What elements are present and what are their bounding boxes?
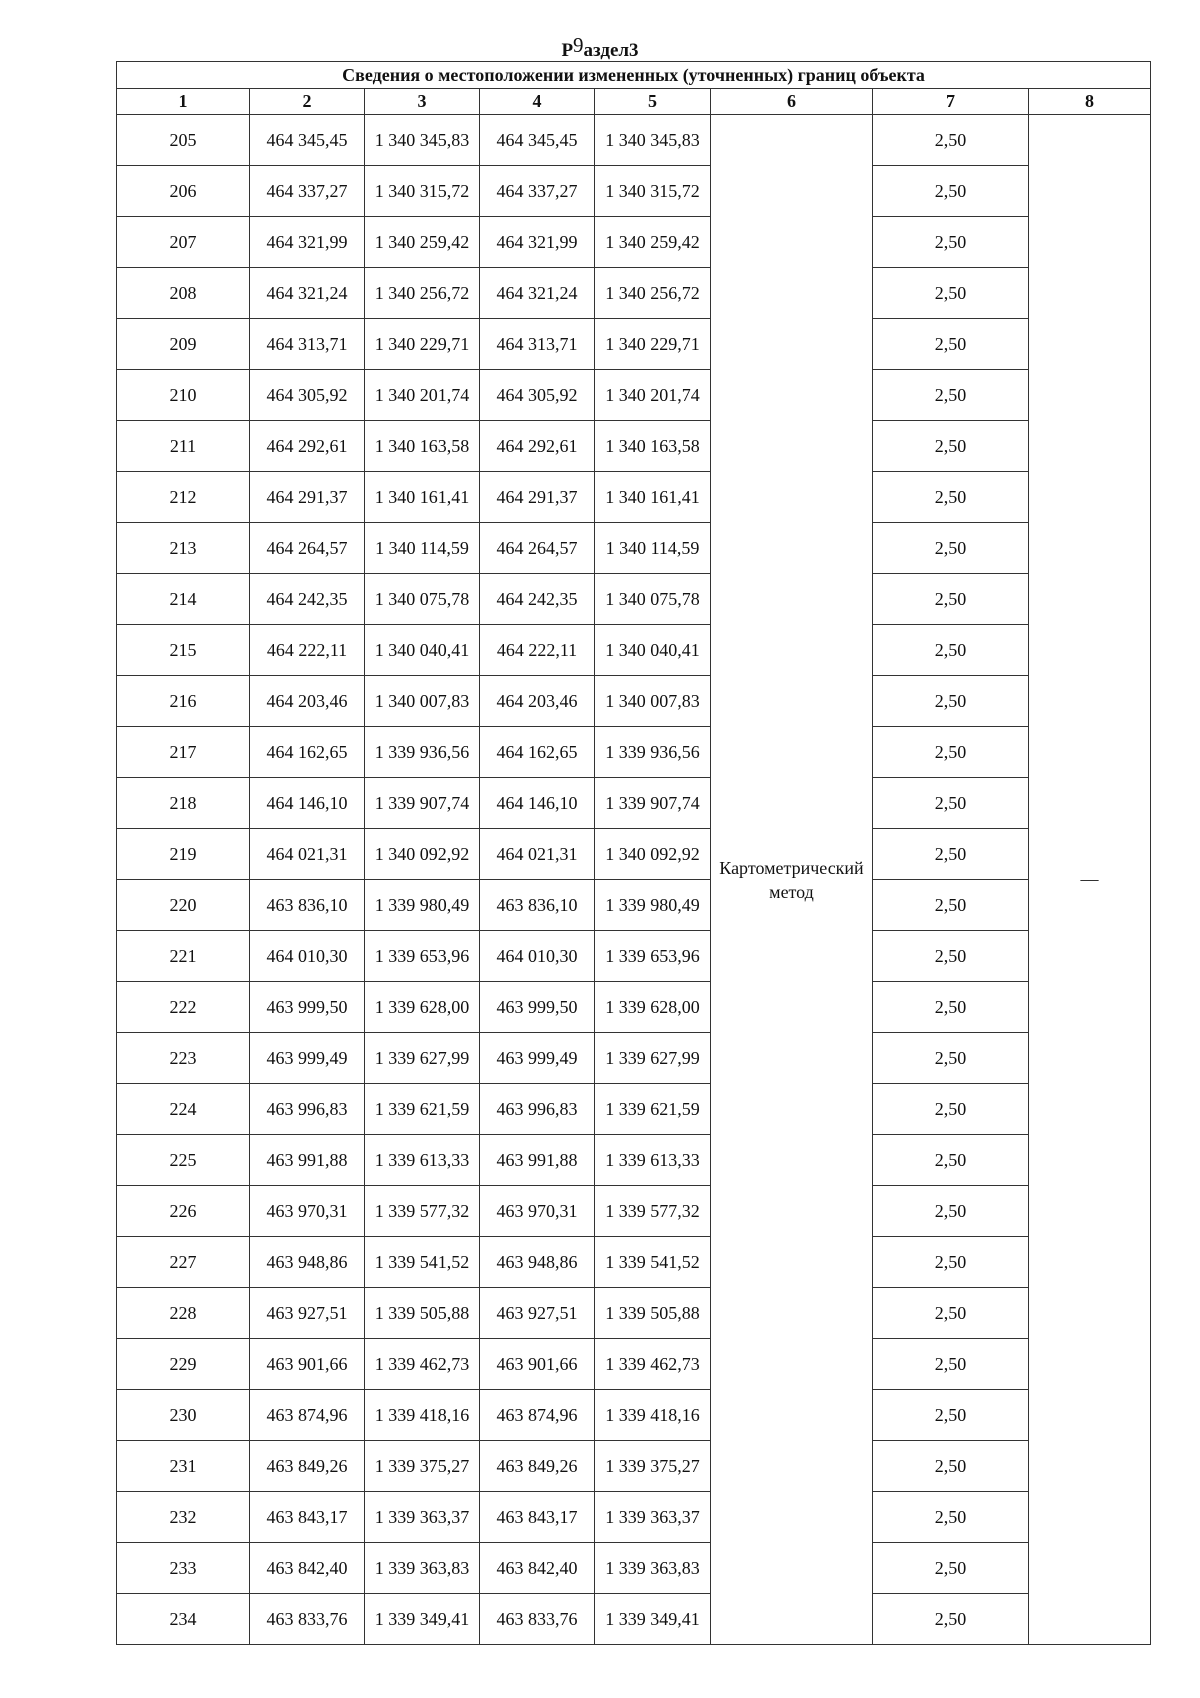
section-heading (0, 33, 1200, 62)
x-new-cell: 463 999,50 (480, 982, 595, 1033)
x-new-cell: 464 146,10 (480, 778, 595, 829)
accuracy-cell: 2,50 (873, 472, 1029, 523)
x-new-cell: 463 901,66 (480, 1339, 595, 1390)
x-existing-cell: 463 843,17 (250, 1492, 365, 1543)
point-number-cell: 219 (117, 829, 250, 880)
y-existing-cell: 1 339 363,37 (365, 1492, 480, 1543)
table-row (117, 574, 1151, 625)
y-new-cell: 1 339 363,83 (595, 1543, 711, 1594)
y-existing-cell: 1 339 936,56 (365, 727, 480, 778)
column-number-5: 5 (595, 89, 711, 115)
point-number-cell: 227 (117, 1237, 250, 1288)
y-new-cell: 1 339 541,52 (595, 1237, 711, 1288)
accuracy-cell: 2,50 (873, 1390, 1029, 1441)
table-row (117, 829, 1151, 880)
point-number-cell: 208 (117, 268, 250, 319)
x-existing-cell: 464 010,30 (250, 931, 365, 982)
x-existing-cell: 464 264,57 (250, 523, 365, 574)
boundary-coordinates-table (116, 61, 1151, 1645)
point-number-cell: 234 (117, 1594, 250, 1645)
point-number-cell: 228 (117, 1288, 250, 1339)
point-number-cell: 218 (117, 778, 250, 829)
y-existing-cell: 1 340 201,74 (365, 370, 480, 421)
x-existing-cell: 464 162,65 (250, 727, 365, 778)
point-number-cell: 215 (117, 625, 250, 676)
y-new-cell: 1 340 075,78 (595, 574, 711, 625)
x-existing-cell: 464 313,71 (250, 319, 365, 370)
x-existing-cell: 464 021,31 (250, 829, 365, 880)
table-row (117, 217, 1151, 268)
table-row (117, 1441, 1151, 1492)
table-row (117, 268, 1151, 319)
y-existing-cell: 1 340 075,78 (365, 574, 480, 625)
accuracy-cell: 2,50 (873, 625, 1029, 676)
point-number-cell: 206 (117, 166, 250, 217)
x-existing-cell: 463 833,76 (250, 1594, 365, 1645)
table-row (117, 778, 1151, 829)
x-existing-cell: 463 948,86 (250, 1237, 365, 1288)
y-new-cell: 1 339 375,27 (595, 1441, 711, 1492)
point-number-cell: 207 (117, 217, 250, 268)
y-existing-cell: 1 340 315,72 (365, 166, 480, 217)
point-number-cell: 233 (117, 1543, 250, 1594)
accuracy-cell: 2,50 (873, 931, 1029, 982)
y-new-cell: 1 340 345,83 (595, 115, 711, 166)
accuracy-cell: 2,50 (873, 1543, 1029, 1594)
table-row (117, 880, 1151, 931)
point-number-cell: 226 (117, 1186, 250, 1237)
point-number-cell: 205 (117, 115, 250, 166)
y-existing-cell: 1 339 349,41 (365, 1594, 480, 1645)
x-new-cell: 464 305,92 (480, 370, 595, 421)
method-cell: Картометрический метод (711, 115, 873, 1645)
y-existing-cell: 1 339 653,96 (365, 931, 480, 982)
x-existing-cell: 463 999,49 (250, 1033, 365, 1084)
y-new-cell: 1 340 201,74 (595, 370, 711, 421)
accuracy-cell: 2,50 (873, 217, 1029, 268)
x-existing-cell: 463 901,66 (250, 1339, 365, 1390)
accuracy-cell: 2,50 (873, 829, 1029, 880)
table-row (117, 1492, 1151, 1543)
accuracy-cell: 2,50 (873, 268, 1029, 319)
y-existing-cell: 1 340 092,92 (365, 829, 480, 880)
x-new-cell: 464 337,27 (480, 166, 595, 217)
table-row (117, 727, 1151, 778)
y-existing-cell: 1 339 375,27 (365, 1441, 480, 1492)
y-existing-cell: 1 339 621,59 (365, 1084, 480, 1135)
x-existing-cell: 464 242,35 (250, 574, 365, 625)
x-new-cell: 464 222,11 (480, 625, 595, 676)
accuracy-cell: 2,50 (873, 115, 1029, 166)
point-number-cell: 209 (117, 319, 250, 370)
table-row (117, 1288, 1151, 1339)
x-new-cell: 463 948,86 (480, 1237, 595, 1288)
y-new-cell: 1 340 315,72 (595, 166, 711, 217)
point-number-cell: 212 (117, 472, 250, 523)
y-existing-cell: 1 340 114,59 (365, 523, 480, 574)
x-existing-cell: 463 874,96 (250, 1390, 365, 1441)
accuracy-cell: 2,50 (873, 1288, 1029, 1339)
y-existing-cell: 1 339 541,52 (365, 1237, 480, 1288)
y-existing-cell: 1 340 007,83 (365, 676, 480, 727)
x-new-cell: 463 842,40 (480, 1543, 595, 1594)
accuracy-cell: 2,50 (873, 421, 1029, 472)
y-existing-cell: 1 340 259,42 (365, 217, 480, 268)
table-row (117, 166, 1151, 217)
y-new-cell: 1 339 613,33 (595, 1135, 711, 1186)
x-new-cell: 464 292,61 (480, 421, 595, 472)
column-number-8: 8 (1029, 89, 1151, 115)
x-new-cell: 463 849,26 (480, 1441, 595, 1492)
y-existing-cell: 1 339 577,32 (365, 1186, 480, 1237)
y-new-cell: 1 340 161,41 (595, 472, 711, 523)
point-number-cell: 220 (117, 880, 250, 931)
x-existing-cell: 464 345,45 (250, 115, 365, 166)
accuracy-cell: 2,50 (873, 676, 1029, 727)
accuracy-cell: 2,50 (873, 880, 1029, 931)
x-existing-cell: 463 842,40 (250, 1543, 365, 1594)
x-new-cell: 463 843,17 (480, 1492, 595, 1543)
x-new-cell: 464 021,31 (480, 829, 595, 880)
table-row (117, 931, 1151, 982)
accuracy-cell: 2,50 (873, 727, 1029, 778)
point-number-cell: 225 (117, 1135, 250, 1186)
accuracy-cell: 2,50 (873, 778, 1029, 829)
x-existing-cell: 463 836,10 (250, 880, 365, 931)
x-existing-cell: 463 927,51 (250, 1288, 365, 1339)
x-new-cell: 463 991,88 (480, 1135, 595, 1186)
x-existing-cell: 464 292,61 (250, 421, 365, 472)
column-number-1: 1 (117, 89, 250, 115)
x-existing-cell: 463 999,50 (250, 982, 365, 1033)
y-existing-cell: 1 340 345,83 (365, 115, 480, 166)
y-existing-cell: 1 340 161,41 (365, 472, 480, 523)
point-number-cell: 214 (117, 574, 250, 625)
y-new-cell: 1 340 163,58 (595, 421, 711, 472)
x-existing-cell: 464 146,10 (250, 778, 365, 829)
x-new-cell: 463 874,96 (480, 1390, 595, 1441)
y-new-cell: 1 340 092,92 (595, 829, 711, 880)
column-8-cell: — (1029, 115, 1151, 1645)
heading-suffix: аздел3 (583, 40, 639, 61)
accuracy-cell: 2,50 (873, 319, 1029, 370)
point-number-cell: 221 (117, 931, 250, 982)
x-new-cell: 464 264,57 (480, 523, 595, 574)
table-row (117, 1543, 1151, 1594)
x-existing-cell: 464 321,99 (250, 217, 365, 268)
table-row (117, 319, 1151, 370)
x-new-cell: 463 833,76 (480, 1594, 595, 1645)
y-new-cell: 1 339 936,56 (595, 727, 711, 778)
x-existing-cell: 464 291,37 (250, 472, 365, 523)
table-row (117, 1594, 1151, 1645)
accuracy-cell: 2,50 (873, 982, 1029, 1033)
y-new-cell: 1 339 418,16 (595, 1390, 711, 1441)
y-new-cell: 1 339 577,32 (595, 1186, 711, 1237)
x-new-cell: 463 970,31 (480, 1186, 595, 1237)
point-number-cell: 229 (117, 1339, 250, 1390)
y-existing-cell: 1 339 627,99 (365, 1033, 480, 1084)
point-number-cell: 222 (117, 982, 250, 1033)
accuracy-cell: 2,50 (873, 1084, 1029, 1135)
table-row (117, 1186, 1151, 1237)
point-number-cell: 213 (117, 523, 250, 574)
y-existing-cell: 1 340 229,71 (365, 319, 480, 370)
y-new-cell: 1 339 980,49 (595, 880, 711, 931)
table-row (117, 1135, 1151, 1186)
y-new-cell: 1 340 007,83 (595, 676, 711, 727)
y-new-cell: 1 340 256,72 (595, 268, 711, 319)
table-row (117, 1339, 1151, 1390)
y-existing-cell: 1 340 163,58 (365, 421, 480, 472)
table-row (117, 1390, 1151, 1441)
y-existing-cell: 1 339 628,00 (365, 982, 480, 1033)
heading-prefix: Р (561, 40, 574, 61)
accuracy-cell: 2,50 (873, 1441, 1029, 1492)
x-existing-cell: 464 321,24 (250, 268, 365, 319)
y-new-cell: 1 339 462,73 (595, 1339, 711, 1390)
point-number-cell: 223 (117, 1033, 250, 1084)
accuracy-cell: 2,50 (873, 166, 1029, 217)
y-existing-cell: 1 339 462,73 (365, 1339, 480, 1390)
table-row (117, 370, 1151, 421)
point-number-cell: 217 (117, 727, 250, 778)
table-row (117, 1084, 1151, 1135)
y-new-cell: 1 339 349,41 (595, 1594, 711, 1645)
point-number-cell: 230 (117, 1390, 250, 1441)
y-new-cell: 1 339 505,88 (595, 1288, 711, 1339)
y-new-cell: 1 339 621,59 (595, 1084, 711, 1135)
column-number-4: 4 (480, 89, 595, 115)
x-new-cell: 463 927,51 (480, 1288, 595, 1339)
y-new-cell: 1 340 259,42 (595, 217, 711, 268)
y-existing-cell: 1 339 613,33 (365, 1135, 480, 1186)
accuracy-cell: 2,50 (873, 370, 1029, 421)
table-row (117, 676, 1151, 727)
x-existing-cell: 463 991,88 (250, 1135, 365, 1186)
accuracy-cell: 2,50 (873, 1186, 1029, 1237)
accuracy-cell: 2,50 (873, 1339, 1029, 1390)
accuracy-cell: 2,50 (873, 1492, 1029, 1543)
point-number-cell: 216 (117, 676, 250, 727)
accuracy-cell: 2,50 (873, 1594, 1029, 1645)
accuracy-cell: 2,50 (873, 1033, 1029, 1084)
table-row (117, 982, 1151, 1033)
x-existing-cell: 464 203,46 (250, 676, 365, 727)
y-new-cell: 1 340 229,71 (595, 319, 711, 370)
x-new-cell: 464 162,65 (480, 727, 595, 778)
heading-superscript: 9 (573, 33, 584, 57)
x-existing-cell: 464 222,11 (250, 625, 365, 676)
table-title: Сведения о местоположении измененных (уточненных) границ объекта (117, 62, 1151, 89)
y-new-cell: 1 339 363,37 (595, 1492, 711, 1543)
x-new-cell: 463 999,49 (480, 1033, 595, 1084)
point-number-cell: 224 (117, 1084, 250, 1135)
table-title-row (117, 62, 1151, 89)
accuracy-cell: 2,50 (873, 574, 1029, 625)
x-new-cell: 464 345,45 (480, 115, 595, 166)
x-existing-cell: 463 970,31 (250, 1186, 365, 1237)
accuracy-cell: 2,50 (873, 1135, 1029, 1186)
column-number-7: 7 (873, 89, 1029, 115)
x-existing-cell: 463 849,26 (250, 1441, 365, 1492)
accuracy-cell: 2,50 (873, 1237, 1029, 1288)
x-new-cell: 463 836,10 (480, 880, 595, 931)
y-existing-cell: 1 339 418,16 (365, 1390, 480, 1441)
x-new-cell: 464 010,30 (480, 931, 595, 982)
table-row (117, 472, 1151, 523)
y-existing-cell: 1 339 980,49 (365, 880, 480, 931)
x-new-cell: 464 313,71 (480, 319, 595, 370)
x-new-cell: 464 291,37 (480, 472, 595, 523)
table-row (117, 1237, 1151, 1288)
table-row (117, 421, 1151, 472)
table-row (117, 625, 1151, 676)
y-new-cell: 1 339 653,96 (595, 931, 711, 982)
y-existing-cell: 1 340 256,72 (365, 268, 480, 319)
x-new-cell: 464 203,46 (480, 676, 595, 727)
y-new-cell: 1 339 907,74 (595, 778, 711, 829)
table-row (117, 1033, 1151, 1084)
y-new-cell: 1 340 040,41 (595, 625, 711, 676)
y-new-cell: 1 339 627,99 (595, 1033, 711, 1084)
y-existing-cell: 1 339 505,88 (365, 1288, 480, 1339)
column-number-2: 2 (250, 89, 365, 115)
table-row (117, 115, 1151, 166)
x-existing-cell: 463 996,83 (250, 1084, 365, 1135)
point-number-cell: 231 (117, 1441, 250, 1492)
column-number-3: 3 (365, 89, 480, 115)
x-new-cell: 464 242,35 (480, 574, 595, 625)
x-new-cell: 464 321,24 (480, 268, 595, 319)
y-existing-cell: 1 340 040,41 (365, 625, 480, 676)
point-number-cell: 210 (117, 370, 250, 421)
y-existing-cell: 1 339 907,74 (365, 778, 480, 829)
table-row (117, 523, 1151, 574)
y-new-cell: 1 340 114,59 (595, 523, 711, 574)
x-new-cell: 463 996,83 (480, 1084, 595, 1135)
point-number-cell: 232 (117, 1492, 250, 1543)
x-new-cell: 464 321,99 (480, 217, 595, 268)
y-existing-cell: 1 339 363,83 (365, 1543, 480, 1594)
column-number-row (117, 89, 1151, 115)
column-number-6: 6 (711, 89, 873, 115)
x-existing-cell: 464 305,92 (250, 370, 365, 421)
x-existing-cell: 464 337,27 (250, 166, 365, 217)
accuracy-cell: 2,50 (873, 523, 1029, 574)
y-new-cell: 1 339 628,00 (595, 982, 711, 1033)
point-number-cell: 211 (117, 421, 250, 472)
